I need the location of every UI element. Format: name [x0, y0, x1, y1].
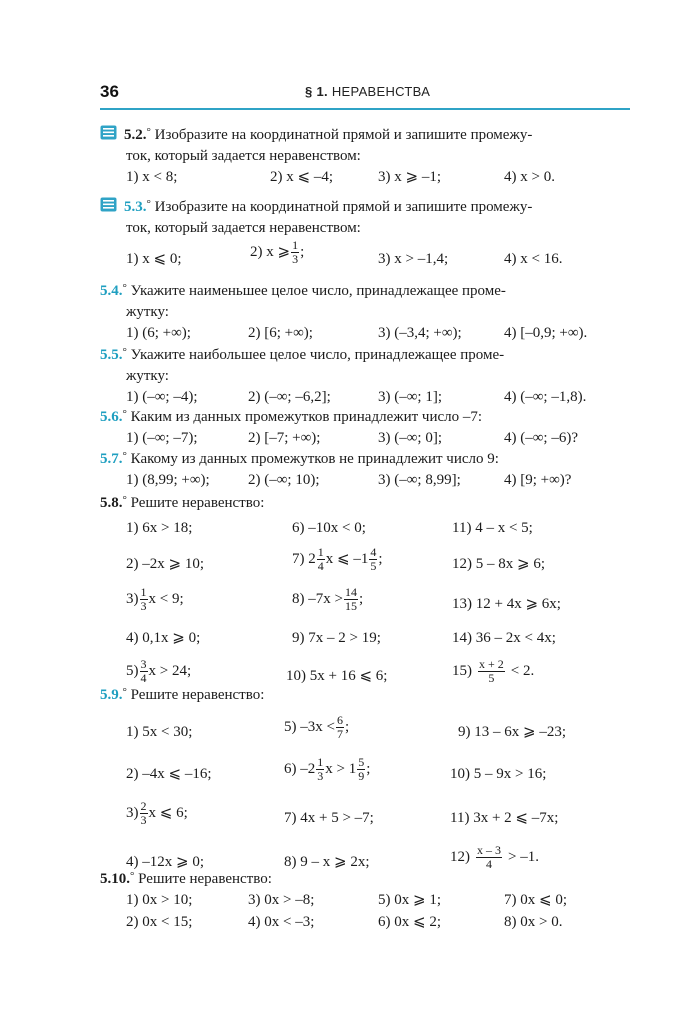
fraction: $\frac{x + 2}{5}$ — [479, 657, 504, 685]
exercise-number: 5.8. — [100, 495, 123, 511]
item: 1) (–∞; –4); — [126, 389, 198, 405]
exercise-text: Решите неравенство: — [130, 495, 265, 511]
item: 3) (–∞; 1]; — [378, 389, 443, 405]
item: 2) 0x < 15; — [126, 914, 193, 930]
answer-row — [100, 167, 632, 188]
exercise-number: 5.3. — [124, 199, 147, 215]
page-header — [100, 82, 630, 110]
item: 1) 5x < 30; — [126, 724, 193, 740]
item: 5) 0x ⩾ 1; — [378, 892, 441, 908]
item: 6) 0x ⩽ 2; — [378, 914, 441, 930]
answer-row — [100, 792, 632, 836]
item: 12) $\frac{x - 3}{4}$ > –1. — [450, 843, 539, 871]
exercise-5-4: 5.4.° Укажите наименьшее целое число, принадлежащее проме- жутку: 1) (6; +∞); 2) [6; +∞); 3) (–3,4; +∞); 4) [–0,9; +∞). — [100, 278, 632, 344]
exercise-text: Укажите наименьшее целое число, принадлежащее проме- — [130, 283, 506, 299]
answer-row — [100, 586, 632, 626]
fraction: $\frac{x - 3}{4}$ — [477, 843, 501, 871]
item: 1) x < 8; — [126, 169, 178, 185]
exercise-number: 5.9. — [100, 687, 123, 703]
item: 2) (–∞; –6,2]; — [248, 389, 331, 405]
fraction: $\frac{1}{4}$ — [317, 545, 324, 573]
exercise-5-6: 5.6.° Каким из данных промежутков принадлежит число –7: 1) (–∞; –7); 2) [–7; +∞); 3) (–∞; 0]; 4) (–∞; –6)? — [100, 404, 632, 449]
exercise-text: Укажите наибольшее целое число, принадлежащее проме- — [130, 347, 505, 363]
book-icon — [100, 125, 117, 140]
answer-row — [100, 748, 632, 792]
fraction: $\frac{1}{3}$ — [140, 585, 147, 613]
exercise-5-2: 5.2.° Изобразите на координатной прямой и запишите промежу- ток, который задается неравенством: 1) x < 8; 2) x ⩽ –4; 3) x ⩾ –1; 4) x > 0. — [100, 122, 632, 188]
exercise-number: 5.7. — [100, 451, 123, 467]
item: 2) (–∞; 10); — [248, 472, 320, 488]
exercise-text-cont: жутку: — [126, 304, 169, 320]
item: 6) –10x < 0; — [292, 520, 366, 536]
section-name: НЕРАВЕНСТВА — [331, 84, 431, 99]
answer-row — [100, 706, 632, 748]
fraction: $\frac{5}{9}$ — [358, 755, 365, 783]
item: 3) x ⩾ –1; — [378, 169, 441, 185]
answer-row — [100, 546, 632, 586]
exercise-number: 5.2. — [124, 127, 147, 143]
item: 1) (–∞; –7); — [126, 430, 198, 446]
answer-row — [100, 912, 632, 934]
page-number: 36 — [100, 82, 119, 101]
item: 12) 5 – 8x ⩾ 6; — [452, 556, 545, 572]
item: 2) [–7; +∞); — [248, 430, 321, 446]
exercise-text: Какому из данных промежутков не принадлежит число 9: — [130, 451, 499, 467]
item: 8) 0x > 0. — [504, 914, 563, 930]
answer-row — [100, 626, 632, 658]
fraction: $\frac{3}{4}$ — [140, 657, 147, 685]
exercise-5-10: 5.10.° Решите неравенство: 1) 0x > 10; 3) 0x > –8; 5) 0x ⩾ 1; 7) 0x ⩽ 0; 2) 0x < 15; 4) 0x < –3; 6) 0x ⩽ 2; 8) 0x > 0. — [100, 866, 632, 934]
item: 7) 0x ⩽ 0; — [504, 892, 567, 908]
answer-row — [100, 890, 632, 912]
item: 3) $\frac{2}{3}$ x ⩽ 6; — [126, 799, 188, 827]
item: 4) [–0,9; +∞). — [504, 325, 588, 341]
item: 5) $\frac{3}{4}$ x > 24; — [126, 657, 192, 685]
item: 1) (6; +∞); — [126, 325, 191, 341]
item: 1) (8,99; +∞); — [126, 472, 210, 488]
item: 3) (–∞; 0]; — [378, 430, 443, 446]
item: 10) 5x + 16 ⩽ 6; — [286, 668, 388, 684]
item: 1) x ⩽ 0; — [126, 251, 182, 267]
exercise-number: 5.4. — [100, 283, 123, 299]
answer-row — [100, 470, 632, 491]
item: 4) (–∞; –1,8). — [504, 389, 587, 405]
item: 3) $\frac{1}{3}$ x < 9; — [126, 585, 184, 613]
answer-row — [100, 239, 632, 273]
item: 1) 6x > 18; — [126, 520, 193, 536]
item: 4) 0x < –3; — [248, 914, 315, 930]
item: 11) 3x + 2 ⩽ –7x; — [450, 810, 559, 826]
item: 1) 0x > 10; — [126, 892, 193, 908]
item: 9) 7x – 2 > 19; — [292, 630, 381, 646]
item: 2) [6; +∞); — [248, 325, 313, 341]
book-icon — [100, 197, 117, 212]
item: 11) 4 – x < 5; — [452, 520, 533, 536]
item: 15) $\frac{x + 2}{5}$ < 2. — [452, 657, 535, 685]
item: 13) 12 + 4x ⩾ 6x; — [452, 596, 561, 612]
exercise-text-cont: ток, который задается неравенством: — [126, 220, 361, 236]
item: 4) (–∞; –6)? — [504, 430, 579, 446]
fraction: $\frac{4}{5}$ — [370, 545, 377, 573]
exercise-text: Решите неравенство: — [138, 871, 272, 887]
item: 4) 0,1x ⩾ 0; — [126, 630, 201, 646]
item: 4) x < 16. — [504, 251, 563, 267]
section-prefix: § 1. — [305, 84, 328, 99]
exercise-5-8: 5.8.° Решите неравенство: 1) 6x > 18; 6) –10x < 0; 11) 4 – x < 5; 2) –2x ⩾ 10; 7) 2 $\frac{1}{4}$ x ⩽ –1 $\frac{4}{5}$ ; 12) 5 – 8x ⩾ 6; 3) $\frac{1}{3}$ x < 9; 8) –7x > $\frac{14}{15}$ ; 13) 12 + 4x ⩾ 6x; 4) 0,1x ⩾ 0; 9) 7x – 2 > 19; 14) 36 – 2x < 4x; 5) $\frac{3}{4}$ x > 24; 10) 5x + 16 ⩽ 6; 15) $\frac{x + 2}{5}$ < 2. — [100, 490, 632, 698]
exercise-text-cont: ток, который задается неравенством: — [126, 148, 361, 164]
fraction: $\frac{6}{7}$ — [336, 713, 343, 741]
item: 3) (–∞; 8,99]; — [378, 472, 461, 488]
item: 10) 5 – 9x > 16; — [450, 766, 547, 782]
exercise-number: 5.6. — [100, 409, 123, 425]
item: 3) (–3,4; +∞); — [378, 325, 462, 341]
exercise-5-7: 5.7.° Какому из данных промежутков не принадлежит число 9: 1) (8,99; +∞); 2) (–∞; 10); 3) (–∞; 8,99]; 4) [9; +∞)? — [100, 446, 632, 491]
exercise-text: Каким из данных промежутков принадлежит число –7: — [130, 409, 483, 425]
item: 14) 36 – 2x < 4x; — [452, 630, 556, 646]
item: 5) –3x < $\frac{6}{7}$ ; — [284, 713, 350, 741]
item: 2) x ⩾ $\frac{1}{3}$ ; — [250, 238, 305, 266]
exercise-text: Изобразите на координатной прямой и запишите промежу- — [154, 127, 533, 143]
item: 3) 0x > –8; — [248, 892, 315, 908]
fraction: $\frac{1}{3}$ — [292, 238, 299, 266]
item: 2) –4x ⩽ –16; — [126, 766, 212, 782]
item: 3) x > –1,4; — [378, 251, 449, 267]
item: 6) –2 $\frac{1}{3}$ x > 1 $\frac{5}{9}$ ; — [284, 755, 371, 783]
item: 2) x ⩽ –4; — [270, 169, 333, 185]
fraction: $\frac{14}{15}$ — [344, 585, 357, 613]
item: 8) 9 – x ⩾ 2x; — [284, 854, 370, 870]
exercise-5-3: 5.3.° Изобразите на координатной прямой и запишите промежу- ток, который задается неравенством: 1) x ⩽ 0; 2) x ⩾ $\frac{1}{3}$ ; 3) x > –1,4; 4) x < 16. — [100, 194, 632, 273]
exercise-number: 5.10. — [100, 871, 130, 887]
exercise-number: 5.5. — [100, 347, 123, 363]
item: 4) [9; +∞)? — [504, 472, 572, 488]
exercise-text: Изобразите на координатной прямой и запишите промежу- — [154, 199, 533, 215]
item: 2) –2x ⩾ 10; — [126, 556, 204, 572]
item: 7) 2 $\frac{1}{4}$ x ⩽ –1 $\frac{4}{5}$ ; — [292, 545, 383, 573]
exercise-5-9: 5.9.° Решите неравенство: 1) 5x < 30; 5) –3x < $\frac{6}{7}$ ; 9) 13 – 6x ⩾ –23; 2) –4x ⩽ –16; 6) –2 $\frac{1}{3}$ x > 1 $\frac{5}{9}$ ; 10) 5 – 9x > 16; 3) $\frac{2}{3}$ x ⩽ 6; 7) 4x + 5 > –7; 11) 3x + 2 ⩽ –7x; 4) –12x ⩾ 0; 8) 9 – x ⩾ 2x; 12) $\frac{x - 3}{4}$ > –1. — [100, 682, 632, 880]
item: 7) 4x + 5 > –7; — [284, 810, 374, 826]
exercise-text: Решите неравенство: — [130, 687, 265, 703]
answer-row — [100, 514, 632, 546]
exercise-5-5: 5.5.° Укажите наибольшее целое число, принадлежащее проме- жутку: 1) (–∞; –4); 2) (–∞; –6,2]; 3) (–∞; 1]; 4) (–∞; –1,8). — [100, 342, 632, 408]
fraction: $\frac{1}{3}$ — [317, 755, 324, 783]
item: 4) x > 0. — [504, 169, 555, 185]
item: 4) –12x ⩾ 0; — [126, 854, 204, 870]
exercise-text-cont: жутку: — [126, 368, 169, 384]
fraction: $\frac{2}{3}$ — [140, 799, 147, 827]
answer-row — [100, 323, 632, 344]
item: 8) –7x > $\frac{14}{15}$ ; — [292, 585, 364, 613]
section-title — [305, 84, 430, 99]
item: 9) 13 – 6x ⩾ –23; — [458, 724, 566, 740]
